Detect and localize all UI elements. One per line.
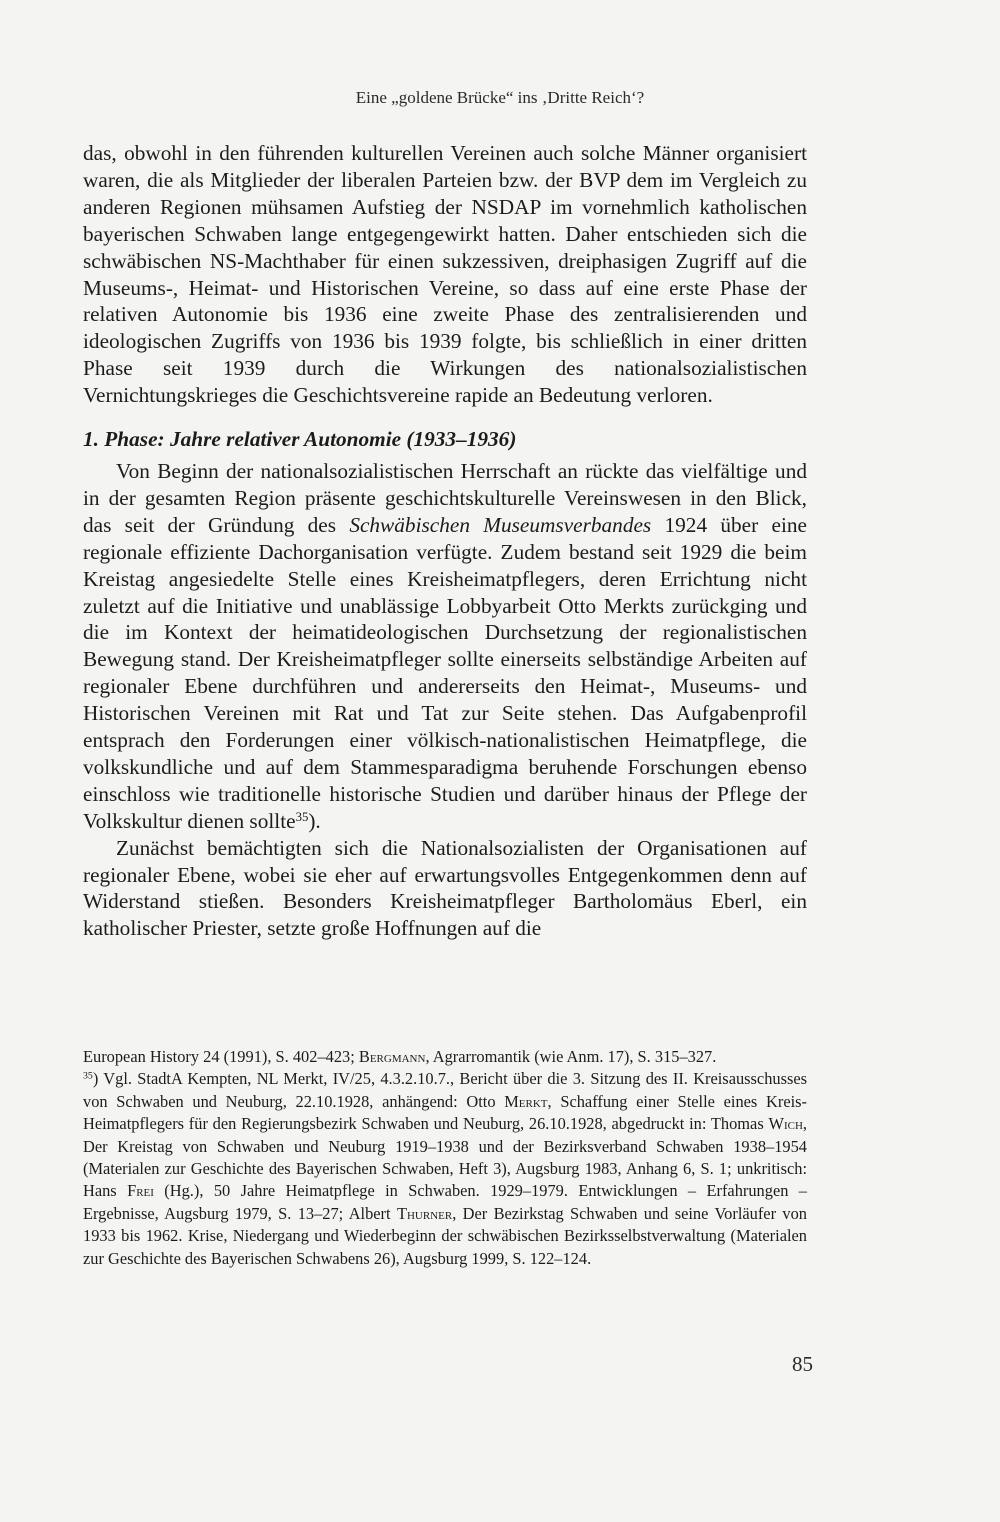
footnote-reference-35[interactable]: 35: [295, 809, 309, 824]
paragraph-3: Zunächst bemächtigten sich die Nationalsozialisten der Organisationen auf regionaler Ebene, wobei sie eher auf erwartungsvolles Entgegenkommen denn auf Widerstand stießen. Besonders Kreisheimatpfleger Bartholomäus Eberl, ein katholischer Priester, setzte große Hoffnungen auf die: [83, 835, 807, 941]
author-name: Merkt: [504, 1091, 548, 1111]
footnote-35: [83, 1068, 807, 1270]
paragraph-2: [83, 458, 807, 835]
paragraph-1: das, obwohl in den führenden kulturellen Vereinen auch solche Männer organisiert waren, die als Mitglieder der liberalen Parteien bzw. der BVP dem im Vergleich zu anderen Regionen mühsamen Aufstieg der NSDAP im vornehmlich katholischen bayerischen Schwaben lange entgegengewirkt hatten. Daher entschieden sich die schwäbischen NS-Machthaber für einen sukzessiven, dreiphasigen Zugriff auf die Museums-, Heimat- und Historischen Vereine, so dass auf eine erste Phase der relativen Autonomie bis 1936 eine zweite Phase des zentralisierenden und ideologischen Zugriffs von 1936 bis 1939 folgte, bis schließlich in einer dritten Phase seit 1939 durch die Wirkungen des nationalsozialistischen Vernichtungskrieges die Geschichtsvereine rapide an Bedeutung verloren.: [83, 141, 807, 408]
footnote-35-text-d: (Hg.), 50 Jahre Heimatpflege in Schwaben. 1929–1979. Entwicklungen – Erfahrungen – Ergebnisse, Augsburg 1979, S. 13–27; Albert: [83, 1181, 807, 1223]
author-name: Bergmann: [358, 1047, 426, 1066]
author-name: Frei: [127, 1181, 154, 1201]
footnote-continued-text-a: European History 24 (1991), S. 402–423;: [83, 1047, 359, 1066]
paragraph-2-text-b: 1924 über eine regionale effiziente Dachorganisation verfügte. Zudem bestand seit 1929 die beim Kreistag angesiedelte Stelle eines Kreisheimatpflegers, deren Errichtung nicht zuletzt auf die Initiative und unablässige Lobbyarbeit Otto Merkts zurückging und die im Kontext der heimatideologischen Durchsetzung der regionalistischen Bewegung stand. Der Kreisheimatpfleger sollte einerseits selbständige Arbeiten auf regionaler Ebene durchführen und andererseits den Heimat-, Museums- und Historischen Vereinen mit Rat und Tat zur Seite stehen. Das Aufgabenprofil entsprach den Forderungen einer völkisch-nationalistischen Heimatpflege, die volkskundliche und auf dem Stammesparadigma beruhende Forschungen ebenso einschloss wie traditionelle historische Studien und darüber hinaus der Pflege der Volkskultur dienen sollte: [83, 512, 807, 833]
footnote-35-text-c: , Der Kreistag von Schwaben und Neuburg 1919–1938 und der Bezirksverband Schwaben 1938–1954 (Materialen zur Geschichte des Bayerischen Schwaben, Heft 3), Augsburg 1983, Anhang 6, S. 1; unkritisch: Hans: [83, 1114, 807, 1201]
footnote-continued-text-b: , Agrarromantik (wie Anm. 17), S. 315–327.: [425, 1047, 717, 1066]
footnote-35-text-e: , Der Bezirkstag Schwaben und seine Vorläufer von 1933 bis 1962. Krise, Niedergang und Wiederbeginn der schwäbischen Bezirksselbstverwaltung (Materialen zur Geschichte des Bayerischen Schwabens 26), Augsburg 1999, S. 122–124.: [83, 1203, 807, 1268]
footnotes: [83, 1046, 807, 1270]
footnote-35-text-b: , Schaffung einer Stelle eines Kreis-Heimatpflegers für den Regierungsbezirk Schwaben und Neuburg, 26.10.1928, abgedruckt in: Thomas: [83, 1091, 807, 1134]
paragraph-2-text-c: ).: [308, 808, 321, 833]
author-name: Wich: [768, 1114, 803, 1134]
section-heading: 1. Phase: Jahre relativer Autonomie (1933–1936): [83, 427, 517, 452]
footnote-35-text-a: ) Vgl. StadtA Kempten, NL Merkt, IV/25, 4.3.2.10.7., Bericht über die 3. Sitzung des II. Kreisausschusses von Schwaben und Neuburg, 22.10.1928, anhängend: Otto: [83, 1069, 807, 1111]
main-text: [83, 140, 807, 942]
author-name: Thurner: [396, 1203, 453, 1223]
footnote-number: 35: [83, 1071, 93, 1082]
footnote-continued: [83, 1046, 807, 1068]
page-number: 85: [792, 1352, 813, 1376]
paragraph-2-italic-title: Schwäbischen Museumsverbandes: [349, 512, 652, 537]
running-head: Eine „goldene Brücke“ ins ‚Dritte Reich‘?: [355, 88, 645, 107]
paragraph-2-text-a: Von Beginn der nationalsozialistischen Herrschaft an rückte das vielfältige und in der gesamten Region präsente geschichtskulturelle Vereinswesen in den Blick, das seit der Gründung des: [83, 458, 807, 537]
